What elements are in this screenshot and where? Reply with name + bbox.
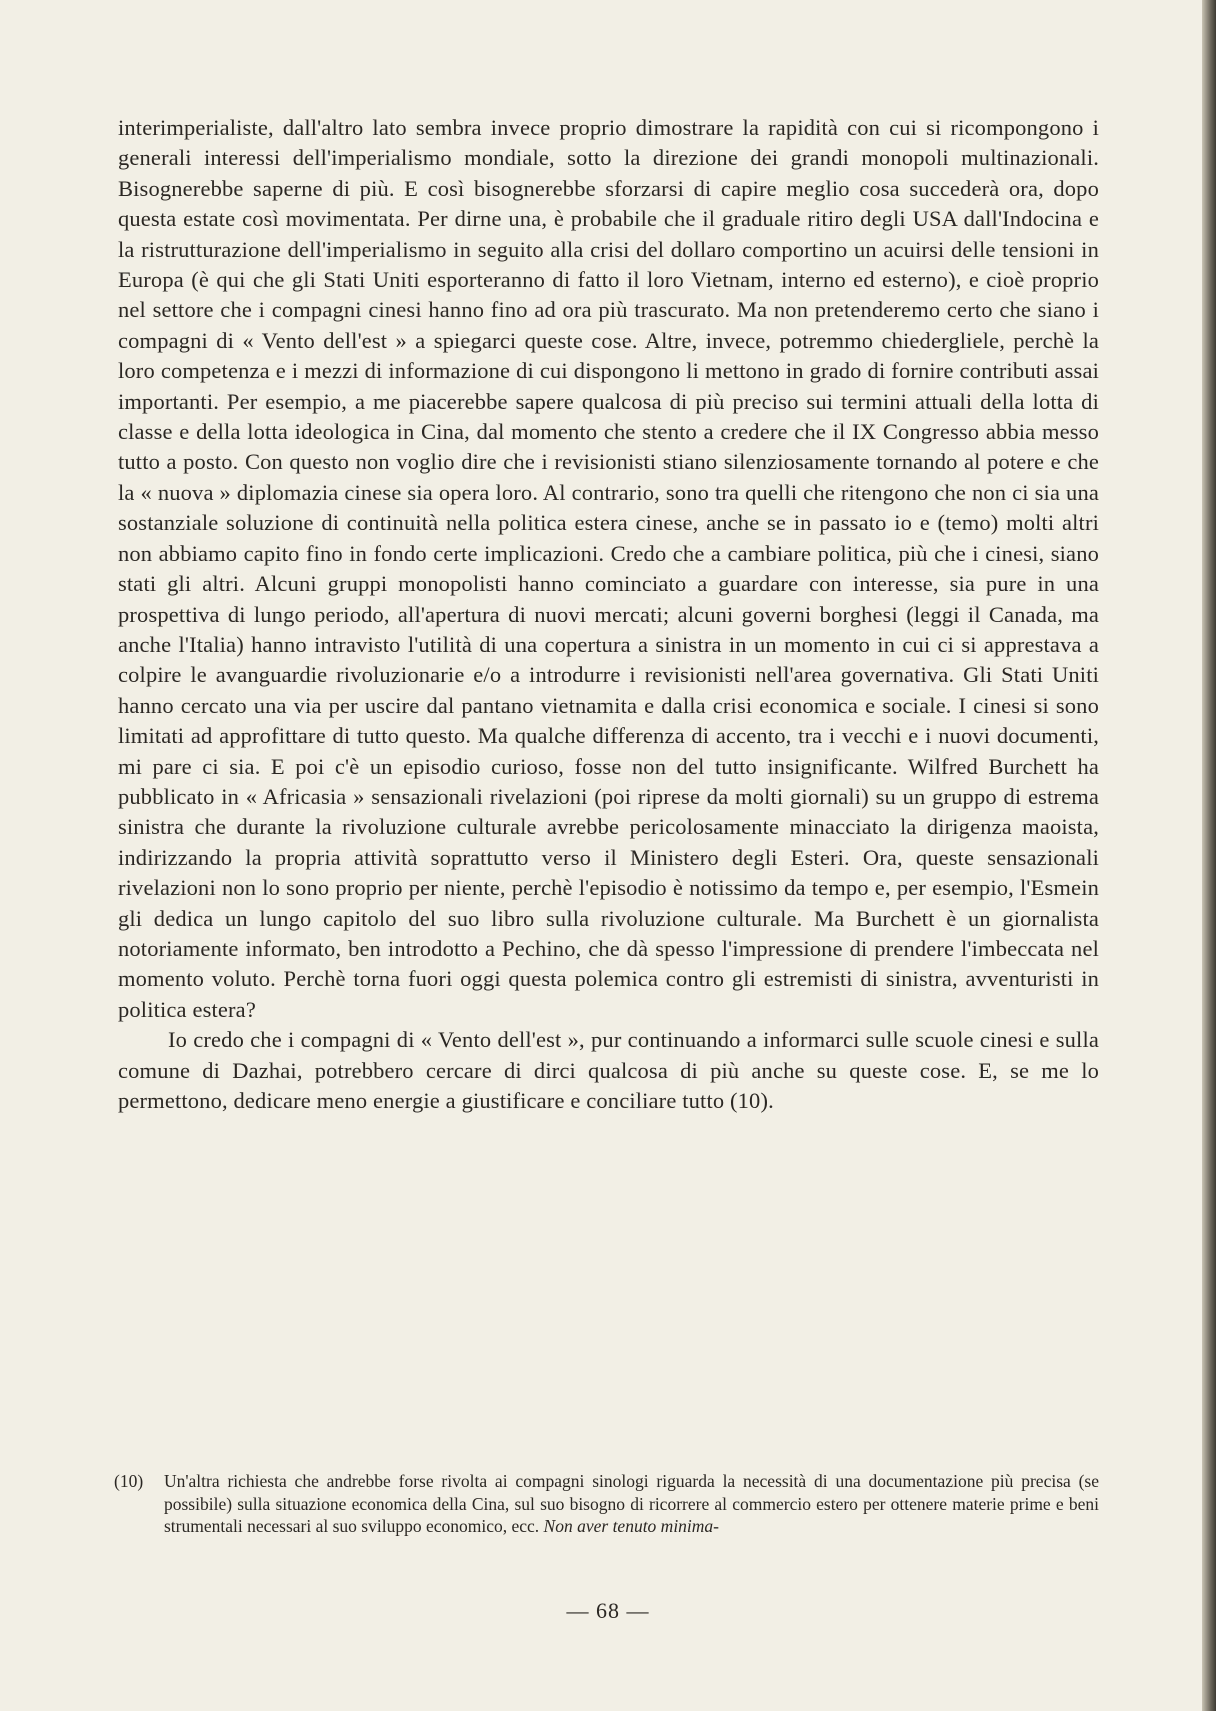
page-binding-edge xyxy=(1202,0,1216,1711)
footnote-10 xyxy=(114,1470,1099,1538)
footnote-italic-tail: Non aver tenuto minima- xyxy=(543,1516,720,1536)
body-paragraph-2: Io credo che i compagni di « Vento dell'est », pur continuando a informarci sulle scuole cinesi e sulla comune di Dazhai, potrebbero cercare di dirci qualcosa di più anche su queste cose. E, se me lo permettono, dedicare meno energie a giustificare e conciliare tutto (10). xyxy=(118,1027,1099,1113)
page-number: — 68 — xyxy=(566,1598,650,1623)
main-text xyxy=(118,113,1099,1116)
footnote-number: (10) xyxy=(114,1471,144,1491)
footnote-text: Un'altra richiesta che andrebbe forse rivolta ai compagni sinologi riguarda la necessità di una documentazione più precisa (se possibile) sulla situazione economica della Cina, sul suo bisogno di ricorrere al commercio estero per ottenere materie prime e beni strumentali necessari al suo sviluppo economico, ecc. xyxy=(164,1471,1099,1536)
footnote-body xyxy=(164,1470,1099,1538)
body-paragraph-1: interimperialiste, dall'altro lato sembra invece proprio dimostrare la rapidità con cui si ricompongono i generali interessi dell'imperialismo mondiale, sotto la direzione dei grandi monopoli multinazionali. Bisognerebbe saperne di più. E così bisognerebbe sforzarsi di capire meglio cosa succederà ora, dopo questa estate così movimentata. Per dirne una, è probabile che il graduale ritiro degli USA dall'Indocina e la ristrutturazione dell'imperialismo in seguito alla crisi del dollaro comportino un acuirsi delle tensioni in Europa (è qui che gli Stati Uniti esporteranno di fatto il loro Vietnam, interno ed esterno), e cioè proprio nel settore che i compagni cinesi hanno fino ad ora più trascurato. Ma non pretenderemo certo che siano i compagni di « Vento dell'est » a spiegarci queste cose. Altre, invece, potremmo chiedergliele, perchè la loro competenza e i mezzi di informazione di cui dispongono li mettono in grado di fornire contributi assai importanti. Per esempio, a me piacerebbe sapere qualcosa di più preciso sui termini attuali della lotta di classe e della lotta ideologica in Cina, dal momento che stento a credere che il IX Congresso abbia messo tutto a posto. Con questo non voglio dire che i revisionisti stiano silenziosamente tornando al potere e che la « nuova » diplomazia cinese sia opera loro. Al contrario, sono tra quelli che ritengono che non ci sia una sostanziale soluzione di continuità nella politica estera cinese, anche se in passato io e (temo) molti altri non abbiamo capito fino in fondo certe implicazioni. Credo che a cambiare politica, più che i cinesi, siano stati gli altri. Alcuni gruppi monopolisti hanno cominciato a guardare con interesse, sia pure in una prospettiva di lungo periodo, all'apertura di nuovi mercati; alcuni governi borghesi (leggi il Canada, ma anche l'Italia) hanno intravisto l'utilità di una copertura a sinistra in un momento in cui ci si apprestava a colpire le avanguardie rivoluzionarie e/o a introdurre i revisionisti nell'area governativa. Gli Stati Uniti hanno cercato una via per uscire dal pantano vietnamita e dalla crisi economica e sociale. I cinesi si sono limitati ad approfittare di tutto questo. Ma qualche differenza di accento, tra i vecchi e i nuovi documenti, mi pare ci sia. E poi c'è un episodio curioso, fosse non del tutto insignificante. Wilfred Burchett ha pubblicato in « Africasia » sensazionali rivelazioni (poi riprese da molti giornali) su un gruppo di estrema sinistra che durante la rivoluzione culturale avrebbe pericolosamente minacciato la dirigenza maoista, indirizzando la propria attività soprattutto verso il Ministero degli Esteri. Ora, queste sensazionali rivelazioni non lo sono proprio per niente, perchè l'episodio è notissimo da tempo e, per esempio, l'Esmein gli dedica un lungo capitolo del suo libro sulla rivoluzione culturale. Ma Burchett è un giornalista notoriamente informato, ben introdotto a Pechino, che dà spesso l'impressione di prendere l'imbeccata nel momento voluto. Perchè torna fuori oggi questa polemica contro gli estremisti di sinistra, avventuristi in politica estera? xyxy=(118,115,1099,1022)
